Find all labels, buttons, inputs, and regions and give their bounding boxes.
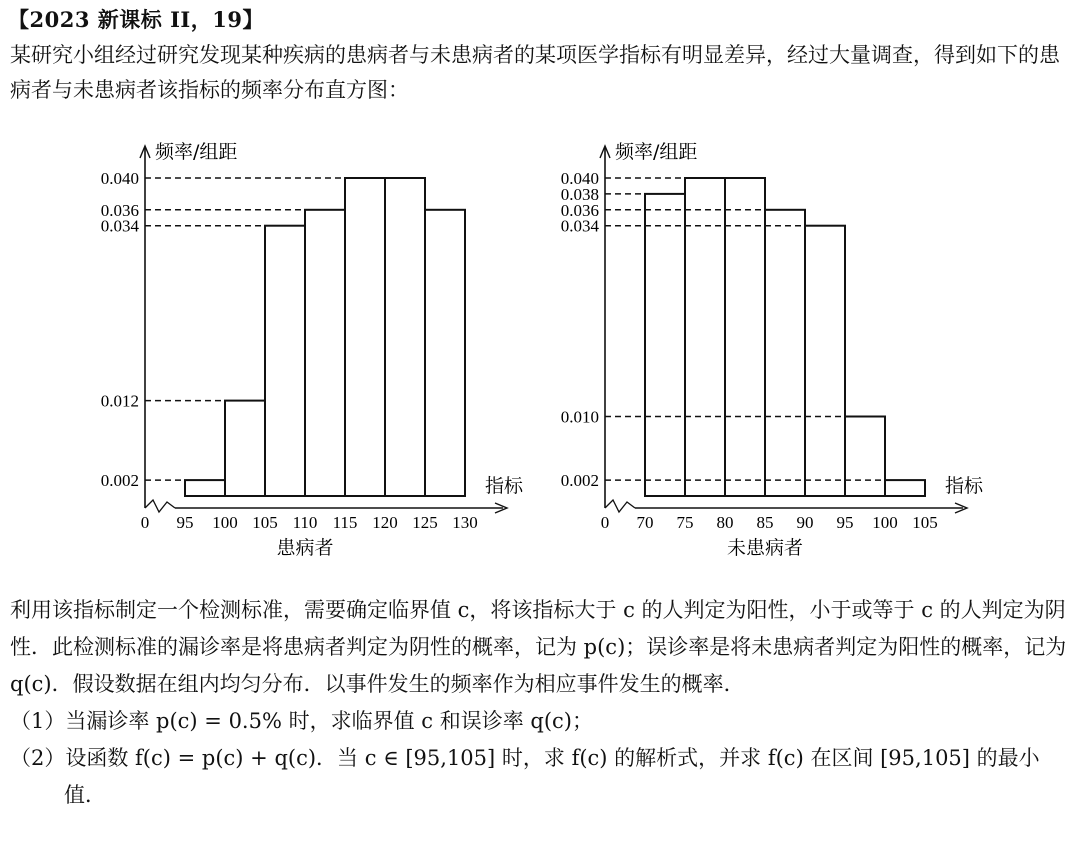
y-tick-label: 0.038 (560, 184, 599, 204)
y-tick-label: 0.040 (100, 169, 139, 188)
histogram-non-patients (550, 134, 1020, 559)
axis-break-mark (145, 500, 175, 512)
x-tick-label: 80 (716, 513, 734, 532)
x-tick-label: 100 (872, 513, 898, 532)
x-tick-label: 75 (676, 513, 694, 532)
chart-caption: 患病者 (276, 537, 334, 559)
x-tick-label: 115 (332, 513, 358, 532)
y-tick-label: 0.002 (100, 471, 139, 491)
x-tick-label: 125 (412, 513, 438, 532)
y-tick-label: 0.012 (100, 391, 139, 411)
y-tick-label: 0.040 (560, 169, 599, 188)
histogram-patients (90, 134, 560, 559)
question-1: （1）当漏诊率 p(c) = 0.5% 时，求临界值 c 和误诊率 q(c)； (10, 709, 593, 733)
y-tick-label: 0.036 (100, 200, 139, 220)
histogram-bar (765, 210, 805, 496)
histogram-bar (225, 401, 265, 496)
x-axis-title: 指标 (485, 475, 524, 497)
problem-body (10, 592, 1072, 814)
y-tick-label: 0.002 (560, 471, 599, 491)
x-tick-label: 110 (292, 513, 318, 532)
histogram-bar (845, 417, 885, 497)
x-tick-label: 85 (756, 513, 774, 532)
histogram-bar (185, 480, 225, 496)
histogram-patients-svg (90, 134, 560, 559)
x-tick-label: 105 (252, 513, 278, 532)
histogram-bar (425, 210, 465, 496)
problem-header: 【2023 新课标 II，19】 (8, 7, 264, 32)
y-axis-title: 频率/组距 (155, 141, 238, 163)
histogram-non-patients-svg (550, 134, 1020, 559)
x-tick-label: 70 (636, 513, 654, 532)
problem-paragraph: 利用该指标制定一个检测标准，需要确定临界值 c，将该指标大于 c 的人判定为阳性，小于或等于 c 的人判定为阴性．此检测标准的漏诊率是将患病者判定为阴性的概率，记为 p(c)；误诊率是将未患病者判定为阳性的概率，记为 q(c)．假设数据在组内均匀分布．以事件发生的频率作为相应事件发生的概率． (10, 598, 1067, 696)
x-tick-label: 0 (600, 513, 610, 532)
x-tick-label: 95 (836, 513, 854, 532)
x-tick-label: 0 (140, 513, 150, 532)
x-axis-title: 指标 (945, 475, 984, 497)
histogram-bar (265, 226, 305, 496)
y-tick-label: 0.034 (560, 216, 599, 236)
x-tick-label: 95 (176, 513, 194, 532)
x-tick-label: 105 (912, 513, 938, 532)
y-tick-label: 0.010 (560, 407, 599, 427)
histogram-bar (345, 178, 385, 496)
axis-break-mark (605, 500, 635, 512)
problem-intro: 某研究小组经过研究发现某种疾病的患病者与未患病者的某项医学指标有明显差异，经过大量调查，得到如下的患病者与未患病者该指标的频率分布直方图： (10, 43, 1060, 102)
y-axis-title: 频率/组距 (615, 141, 698, 163)
y-tick-label: 0.036 (560, 200, 599, 220)
y-tick-label: 0.034 (100, 216, 139, 236)
question-2: （2）设函数 f(c) = p(c) + q(c)．当 c ∈ [95,105] 时，求 f(c) 的解析式，并求 f(c) 在区间 [95,105] 的最小值． (10, 746, 1040, 807)
histogram-bar (885, 480, 925, 496)
histogram-bar (305, 210, 345, 496)
histogram-bar (645, 194, 685, 496)
x-tick-label: 100 (212, 513, 238, 532)
x-tick-label: 120 (372, 513, 398, 532)
histogram-bar (385, 178, 425, 496)
histogram-bar (805, 226, 845, 496)
x-tick-label: 130 (452, 513, 478, 532)
x-tick-label: 90 (796, 513, 814, 532)
chart-caption: 未患病者 (726, 537, 804, 559)
